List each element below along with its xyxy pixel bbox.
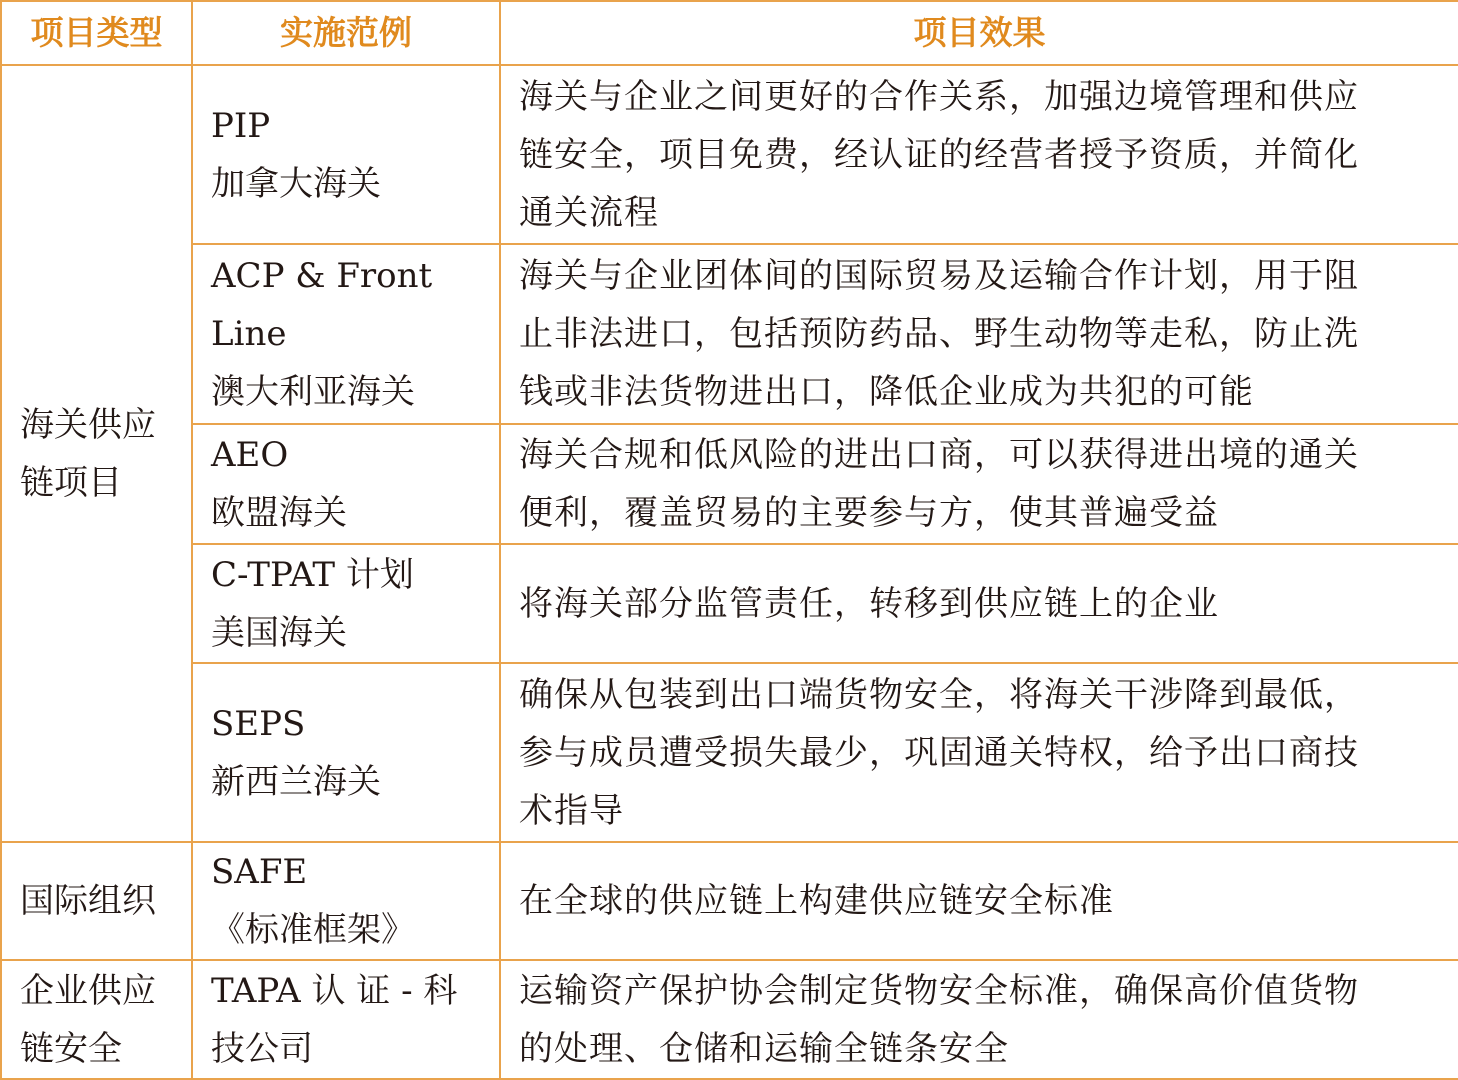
group-label-line: 国际组织 xyxy=(20,881,156,921)
example-cell xyxy=(192,960,500,1079)
effect-cell xyxy=(500,842,1458,960)
group-label-line: 链安全 xyxy=(20,1028,122,1069)
effect-line: 止非法进口，包括预防药品、野生动物等走私，防止洗 xyxy=(519,314,1359,354)
effect-line: 便利，覆盖贸易的主要参与方，使其普遍受益 xyxy=(519,493,1219,533)
table-row xyxy=(1,424,1458,544)
example-line: 新西兰海关 xyxy=(211,761,381,802)
effect-line: 在全球的供应链上构建供应链安全标准 xyxy=(519,881,1114,921)
table-row xyxy=(1,663,1458,842)
group-label-line: 海关供应 xyxy=(20,404,156,445)
example-line: AEO xyxy=(211,435,289,475)
group-label-line: 企业供应 xyxy=(20,970,156,1011)
group-cell-enterprise-supply-chain xyxy=(1,960,192,1079)
effect-line: 钱或非法货物进出口，降低企业成为共犯的可能 xyxy=(519,372,1254,412)
effect-cell xyxy=(500,663,1458,842)
effect-line: 海关合规和低风险的进出口商，可以获得进出境的通关 xyxy=(519,435,1359,475)
example-line: ACP & Front Line xyxy=(211,256,433,354)
example-line: TAPA 认 证 - 科 xyxy=(211,970,458,1011)
example-line: 加拿大海关 xyxy=(211,163,381,204)
effect-cell xyxy=(500,65,1458,244)
example-cell xyxy=(192,544,500,663)
example-cell xyxy=(192,65,500,244)
table-row xyxy=(1,960,1458,1079)
table-row xyxy=(1,842,1458,960)
example-cell xyxy=(192,842,500,960)
effect-cell xyxy=(500,244,1458,424)
table-row xyxy=(1,65,1458,244)
table-row xyxy=(1,244,1458,424)
effect-line: 参与成员遭受损失最少，巩固通关特权，给予出口商技 xyxy=(519,732,1359,773)
effect-line: 通关流程 xyxy=(519,192,659,233)
example-line: 澳大利亚海关 xyxy=(211,372,415,412)
effect-cell xyxy=(500,424,1458,544)
example-line: PIP xyxy=(211,105,271,146)
effect-line: 术指导 xyxy=(519,790,624,831)
header-project-type: 项目类型 xyxy=(1,1,192,65)
group-cell-customs-supply-chain xyxy=(1,65,192,842)
example-line: 《标准框架》 xyxy=(211,910,415,950)
example-line: SAFE xyxy=(211,852,308,892)
effect-line: 运输资产保护协会制定货物安全标准，确保高价值货物 xyxy=(519,970,1359,1011)
table-row xyxy=(1,544,1458,663)
header-example: 实施范例 xyxy=(192,1,500,65)
effect-line: 确保从包装到出口端货物安全，将海关干涉降到最低， xyxy=(519,674,1359,715)
group-label-line: 链项目 xyxy=(20,462,122,503)
effect-line: 的处理、仓储和运输全链条安全 xyxy=(519,1028,1009,1069)
example-cell xyxy=(192,244,500,424)
example-cell xyxy=(192,424,500,544)
effect-line: 海关与企业团体间的国际贸易及运输合作计划，用于阻 xyxy=(519,256,1359,296)
header-row xyxy=(1,1,1458,65)
header-effect: 项目效果 xyxy=(500,1,1458,65)
effect-line: 海关与企业之间更好的合作关系，加强边境管理和供应 xyxy=(519,76,1359,117)
effect-cell xyxy=(500,960,1458,1079)
group-cell-international-org xyxy=(1,842,192,960)
effect-cell xyxy=(500,544,1458,663)
example-cell xyxy=(192,663,500,842)
example-line: SEPS xyxy=(211,703,306,744)
example-line: C-TPAT 计划 xyxy=(211,554,414,595)
effect-line: 链安全，项目免费，经认证的经营者授予资质，并简化 xyxy=(519,134,1359,175)
effect-line: 将海关部分监管责任，转移到供应链上的企业 xyxy=(519,583,1219,624)
example-line: 美国海关 xyxy=(211,612,347,653)
example-line: 欧盟海关 xyxy=(211,493,347,533)
example-line: 技公司 xyxy=(211,1028,313,1069)
